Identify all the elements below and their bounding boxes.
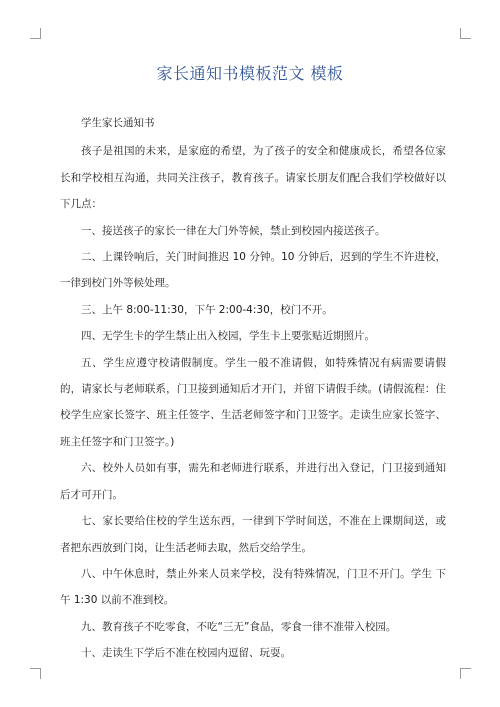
rule-item-5: 五、学生应遵守校请假制度。学生一般不准请假，如特殊情况有病需要请假的，请家长与老师联系，门卫接到通知后才开门，并留下请假手续。(请假流程：住校学生应家长签字、班主任签字、生活老师签字和门卫签字。走读生应家长签字、班主任签字和门卫签字。)	[60, 356, 446, 448]
intro-paragraph: 孩子是祖国的未来，是家庭的希望，为了孩子的安全和健康成长，希望各位家长和学校相互沟通，共同关注孩子，教育孩子。请家长朋友们配合我们学校做好以下几点：	[60, 145, 446, 211]
page-corner-mark-top-left	[30, 28, 41, 39]
rule-item-2: 二、上课铃响后，关门时间推迟 10 分钟。10 分钟后，迟到的学生不许进校，一律到校门外等候处理。	[60, 251, 446, 290]
document-title: 家长通知书模板范文 模板	[156, 64, 344, 83]
rule-item-4: 四、无学生卡的学生禁止出入校园，学生卡上要张贴近期照片。	[81, 330, 375, 343]
rule-item-7: 七、家长要给住校的学生送东西，一律到下学时间送，不准在上课期间送，或者把东西放到门岗，让生活老师去取，然后交给学生。	[60, 515, 446, 554]
rule-item-10: 十、走读生下学后不准在校园内逗留、玩耍。	[81, 647, 291, 660]
rule-item-1: 一、接送孩子的家长一律在大门外等候，禁止到校园内接送孩子。	[81, 224, 386, 237]
salutation: 学生家长通知书	[81, 117, 155, 129]
rule-item-8: 八、中午休息时，禁止外来人员来学校，没有特殊情况，门卫不开门。学生 下午 1:30 以前不准到校。	[60, 567, 446, 607]
rule-item-6: 六、校外人员如有事，需先和老师进行联系，并进行出入登记，门卫接到通知后才可开门。	[60, 462, 446, 501]
rule-item-9: 九、教育孩子不吃零食，不吃“三无”食品，零食一律不准带入校园。	[81, 620, 397, 633]
document-body	[60, 110, 446, 667]
page-corner-mark-bottom-left	[30, 668, 41, 679]
page-corner-mark-top-right	[460, 28, 471, 39]
page-corner-mark-bottom-right	[460, 668, 471, 679]
rule-item-3: 三、上午 8:00-11:30，下午 2:00-4:30，校门不开。	[81, 303, 333, 316]
